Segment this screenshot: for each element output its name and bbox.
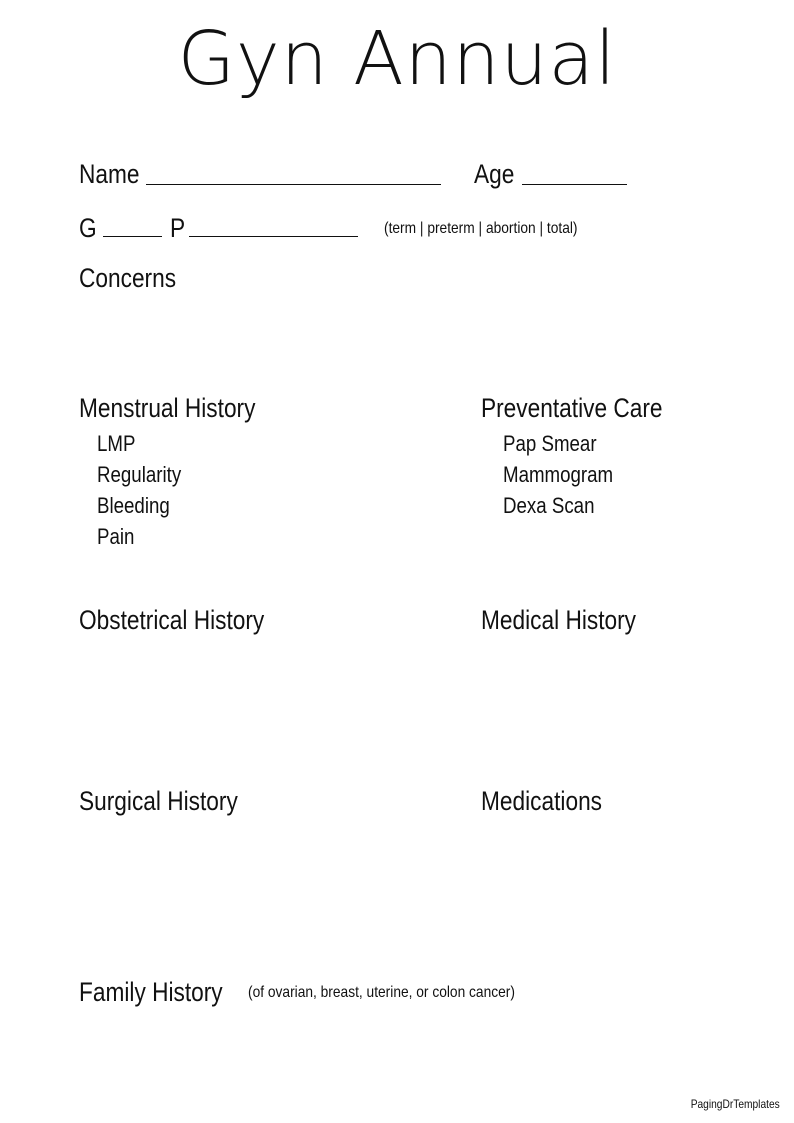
menstrual-history-heading: Menstrual History [79,393,256,423]
preventative-care-heading: Preventative Care [481,393,663,423]
footer-brand: PagingDrTemplates [690,1097,780,1111]
menstrual-item-pain: Pain [97,524,135,549]
menstrual-item-bleeding: Bleeding [97,493,170,518]
obstetrical-history-heading: Obstetrical History [79,605,265,635]
para-field[interactable] [189,236,358,237]
menstrual-item-regularity: Regularity [97,462,182,487]
age-label: Age [474,159,515,189]
para-label: P [170,213,186,243]
para-note: (term | preterm | abortion | total) [384,220,578,237]
family-history-heading: Family History [79,977,223,1007]
gravida-field[interactable] [103,236,162,237]
medications-heading: Medications [481,786,603,816]
preventative-item-dexa-scan: Dexa Scan [503,493,595,518]
page-title: Gyn Annual [177,16,617,102]
preventative-item-pap-smear: Pap Smear [503,431,597,456]
surgical-history-heading: Surgical History [79,786,238,816]
medical-history-heading: Medical History [481,605,637,635]
age-field[interactable] [522,184,627,185]
gravida-label: G [79,213,97,243]
menstrual-item-lmp: LMP [97,431,136,456]
preventative-item-mammogram: Mammogram [503,462,614,487]
name-field[interactable] [146,184,441,185]
concerns-label: Concerns [79,263,177,293]
family-history-note: (of ovarian, breast, uterine, or colon cancer) [248,984,515,1001]
name-label: Name [79,159,140,189]
